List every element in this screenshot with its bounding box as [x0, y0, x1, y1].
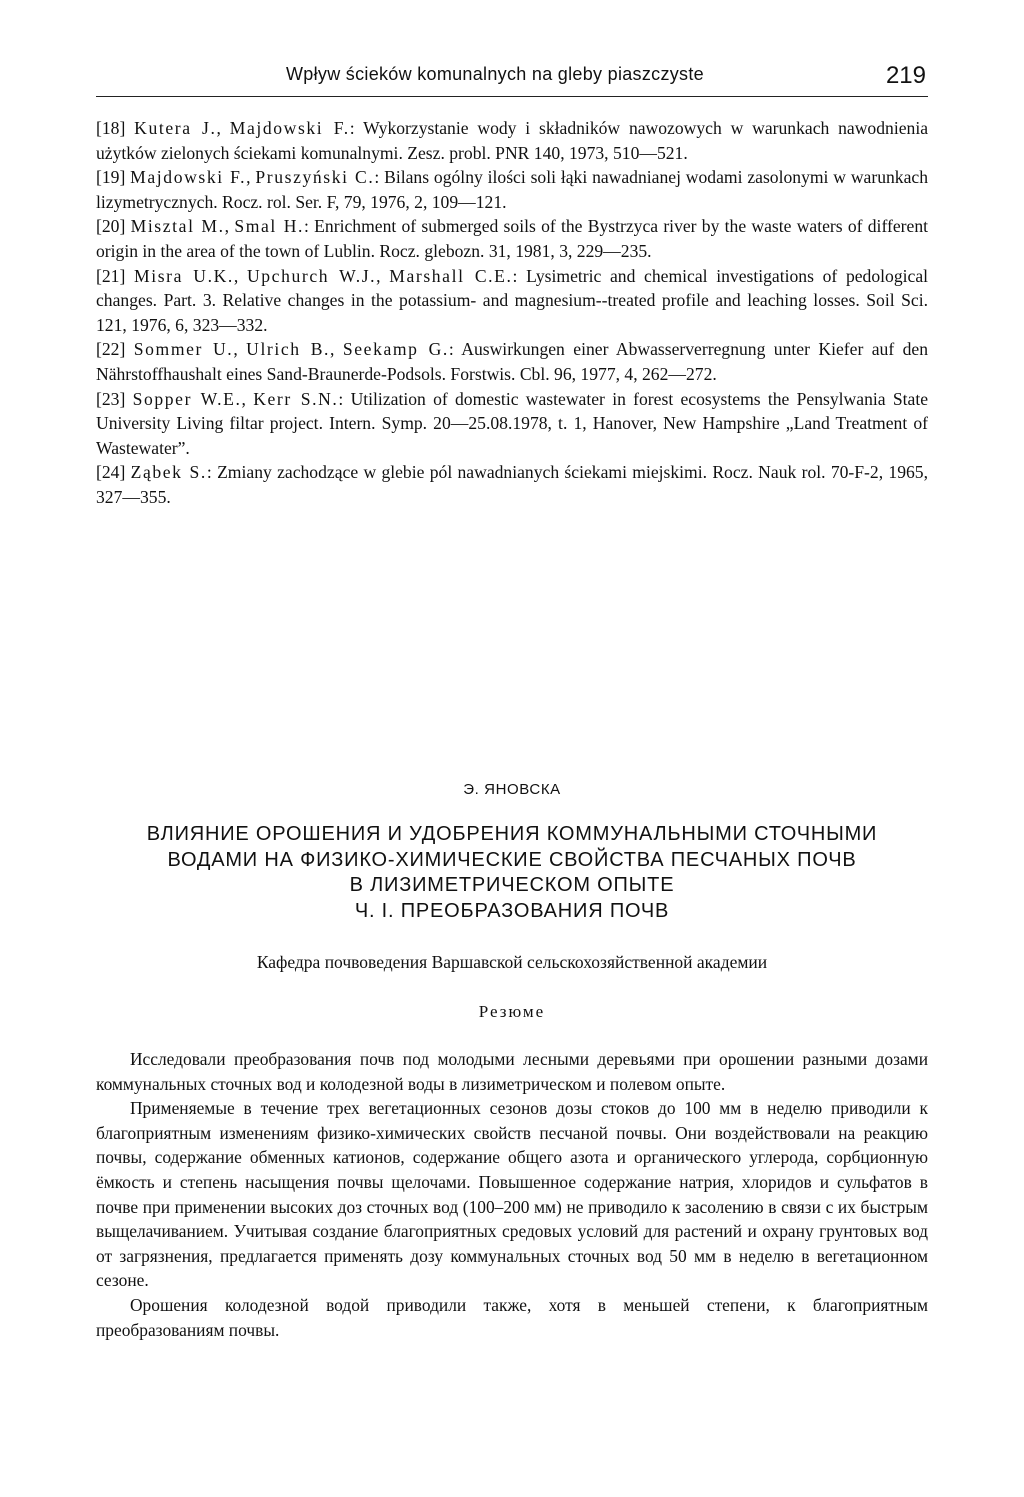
author-separator: ,	[376, 265, 390, 286]
reference-author: Marshall C.E.	[389, 265, 513, 286]
reference-author: Pruszyński C.	[255, 167, 375, 188]
reference-item	[96, 116, 928, 165]
reference-number: [21]	[96, 265, 126, 286]
author-separator: ,	[241, 388, 254, 409]
reference-text: : Bilans ogólny ilości soli łąki nawadnianej wodami zasolonymi w warunkach lizymetrycznych. Rocz. rol. Ser. F, 79, 1976, 2, 109—121.	[96, 167, 928, 212]
reference-text: : Wykorzystanie wody i składników nawozowych w warunkach nawodnienia użytków zielonych ściekami komunalnymi. Zesz. probl. PNR 140, 1973, 510—521.	[96, 118, 929, 163]
article-title	[96, 822, 928, 924]
reference-item	[96, 214, 928, 263]
reference-author: Misztal M.	[130, 216, 225, 237]
reference-author: Misra U.K.	[133, 265, 234, 286]
title-line: ВОДАМИ НА ФИЗИКО-ХИМИЧЕСКИЕ СВОЙСТВА ПЕСЧАНЫХ ПОЧВ	[167, 848, 857, 871]
reference-item	[96, 264, 928, 338]
reference-author: Smal H.	[234, 216, 305, 237]
author-separator: ,	[246, 167, 256, 188]
reference-author: Upchurch W.J.	[246, 265, 377, 286]
author-separator: ,	[224, 216, 235, 237]
reference-author: Ząbek S.	[130, 462, 207, 483]
reference-text: : Utilization of domestic wastewater in forest ecosystems the Pensylwania State University Living filtar project. Intern. Symp. 20—25.08.1978, t. 1, Hanover, New Hampshire „Land Treatment of Wastewater”.	[96, 388, 929, 458]
reference-number: [18]	[96, 118, 126, 138]
reference-author: Seekamp G.	[342, 339, 449, 360]
page-number: 219	[885, 62, 926, 89]
reference-author: Kutera J.	[134, 118, 217, 138]
title-line: ВЛИЯНИЕ ОРОШЕНИЯ И УДОБРЕНИЯ КОММУНАЛЬНЫМИ СТОЧНЫМИ	[146, 823, 878, 845]
running-title: Wpływ ścieków komunalnych na gleby piaszczyste	[286, 64, 704, 84]
reference-author: Sommer U.	[133, 339, 234, 360]
reference-author: Majdowski F.	[229, 118, 350, 138]
reference-text: : Auswirkungen einer Abwasserverregnung unter Kiefer auf den Nährstoffhaushalt eines Sand-Braunerde-Podsols. Forstwis. Cbl. 96, 1977, 4, 262—272.	[96, 339, 929, 384]
reference-number: [23]	[96, 388, 126, 409]
article-author: Э. ЯНОВСКА	[463, 781, 561, 798]
title-line: Ч. I. ПРЕОБРАЗОВАНИЯ ПОЧВ	[354, 899, 670, 922]
reference-item	[96, 387, 928, 461]
summary-paragraph: Исследовали преобразования почв под молодыми лесными деревьями при орошении разными дозами коммунальных сточных вод и колодезной воды в лизиметрическом и полевом опыте.	[96, 1049, 928, 1094]
reference-text: : Zmiany zachodzące w glebie pól nawadnianych ściekami miejskimi. Rocz. Nauk rol. 70-F-2, 1965, 327—355.	[96, 462, 928, 507]
reference-author: Kerr S.N.	[253, 388, 339, 409]
title-line: В ЛИЗИМЕТРИЧЕСКОМ ОПЫТЕ	[349, 874, 675, 896]
author-separator: ,	[330, 339, 343, 360]
author-separator: ,	[216, 118, 230, 138]
summary-heading: Резюме	[478, 1002, 546, 1021]
summary-body	[96, 1047, 928, 1342]
reference-number: [19]	[96, 167, 126, 188]
reference-author: Ulrich B.	[246, 339, 331, 360]
reference-text: : Enrichment of submerged soils of the Bystrzyca river by the waste waters of different origin in the area of the town of Lublin. Rocz. glebozn. 31, 1981, 3, 229—235.	[96, 216, 929, 261]
summary-paragraph: Применяемые в течение трех вегетационных сезонов дозы стоков до 100 мм в неделю приводили к благоприятным изменениям физико-химических свойств песчаной почвы. Они воздействовали на реакцию почвы, содержание обменных катионов, содержание общего азота и органического углерода, сорбционную ёмкость и степень насыщения почвы щелочами. Повышенное содержание натрия, хлоридов и сульфатов в почве при применении высоких доз сточных вод (100–200 мм) не приводило к засолению в связи с их быстрым выщелачиванием. Учитывая создание благоприятных средовых условий для растений и охрану грунтовых вод от загрязнения, предлагается применять дозу коммунальных сточных вод 50 мм в неделю в вегетационном сезоне.	[96, 1098, 928, 1291]
reference-item	[96, 460, 928, 509]
author-separator: ,	[233, 339, 247, 360]
reference-author: Sopper W.E.	[132, 388, 242, 409]
department: Кафедра почвоведения Варшавской сельскохозяйственной академии	[256, 952, 768, 972]
reference-number: [24]	[96, 462, 126, 483]
reference-item	[96, 165, 928, 214]
reference-text: : Lysimetric and chemical investigations of pedological changes. Part. 3. Relative changes in the potassium- and magnesium--treated profile and leaching losses. Soil Sci. 121, 1976, 6, 323—332.	[96, 265, 929, 335]
summary-paragraph: Орошения колодезной водой приводили также, хотя в меньшей степени, к благоприятным преобразованиям почвы.	[96, 1294, 928, 1340]
reference-item	[96, 337, 928, 386]
running-header	[96, 60, 928, 97]
reference-number: [22]	[96, 339, 126, 360]
author-separator: ,	[233, 265, 247, 286]
reference-list	[96, 116, 928, 510]
reference-number: [20]	[96, 216, 126, 237]
reference-author: Majdowski F.	[130, 167, 247, 188]
